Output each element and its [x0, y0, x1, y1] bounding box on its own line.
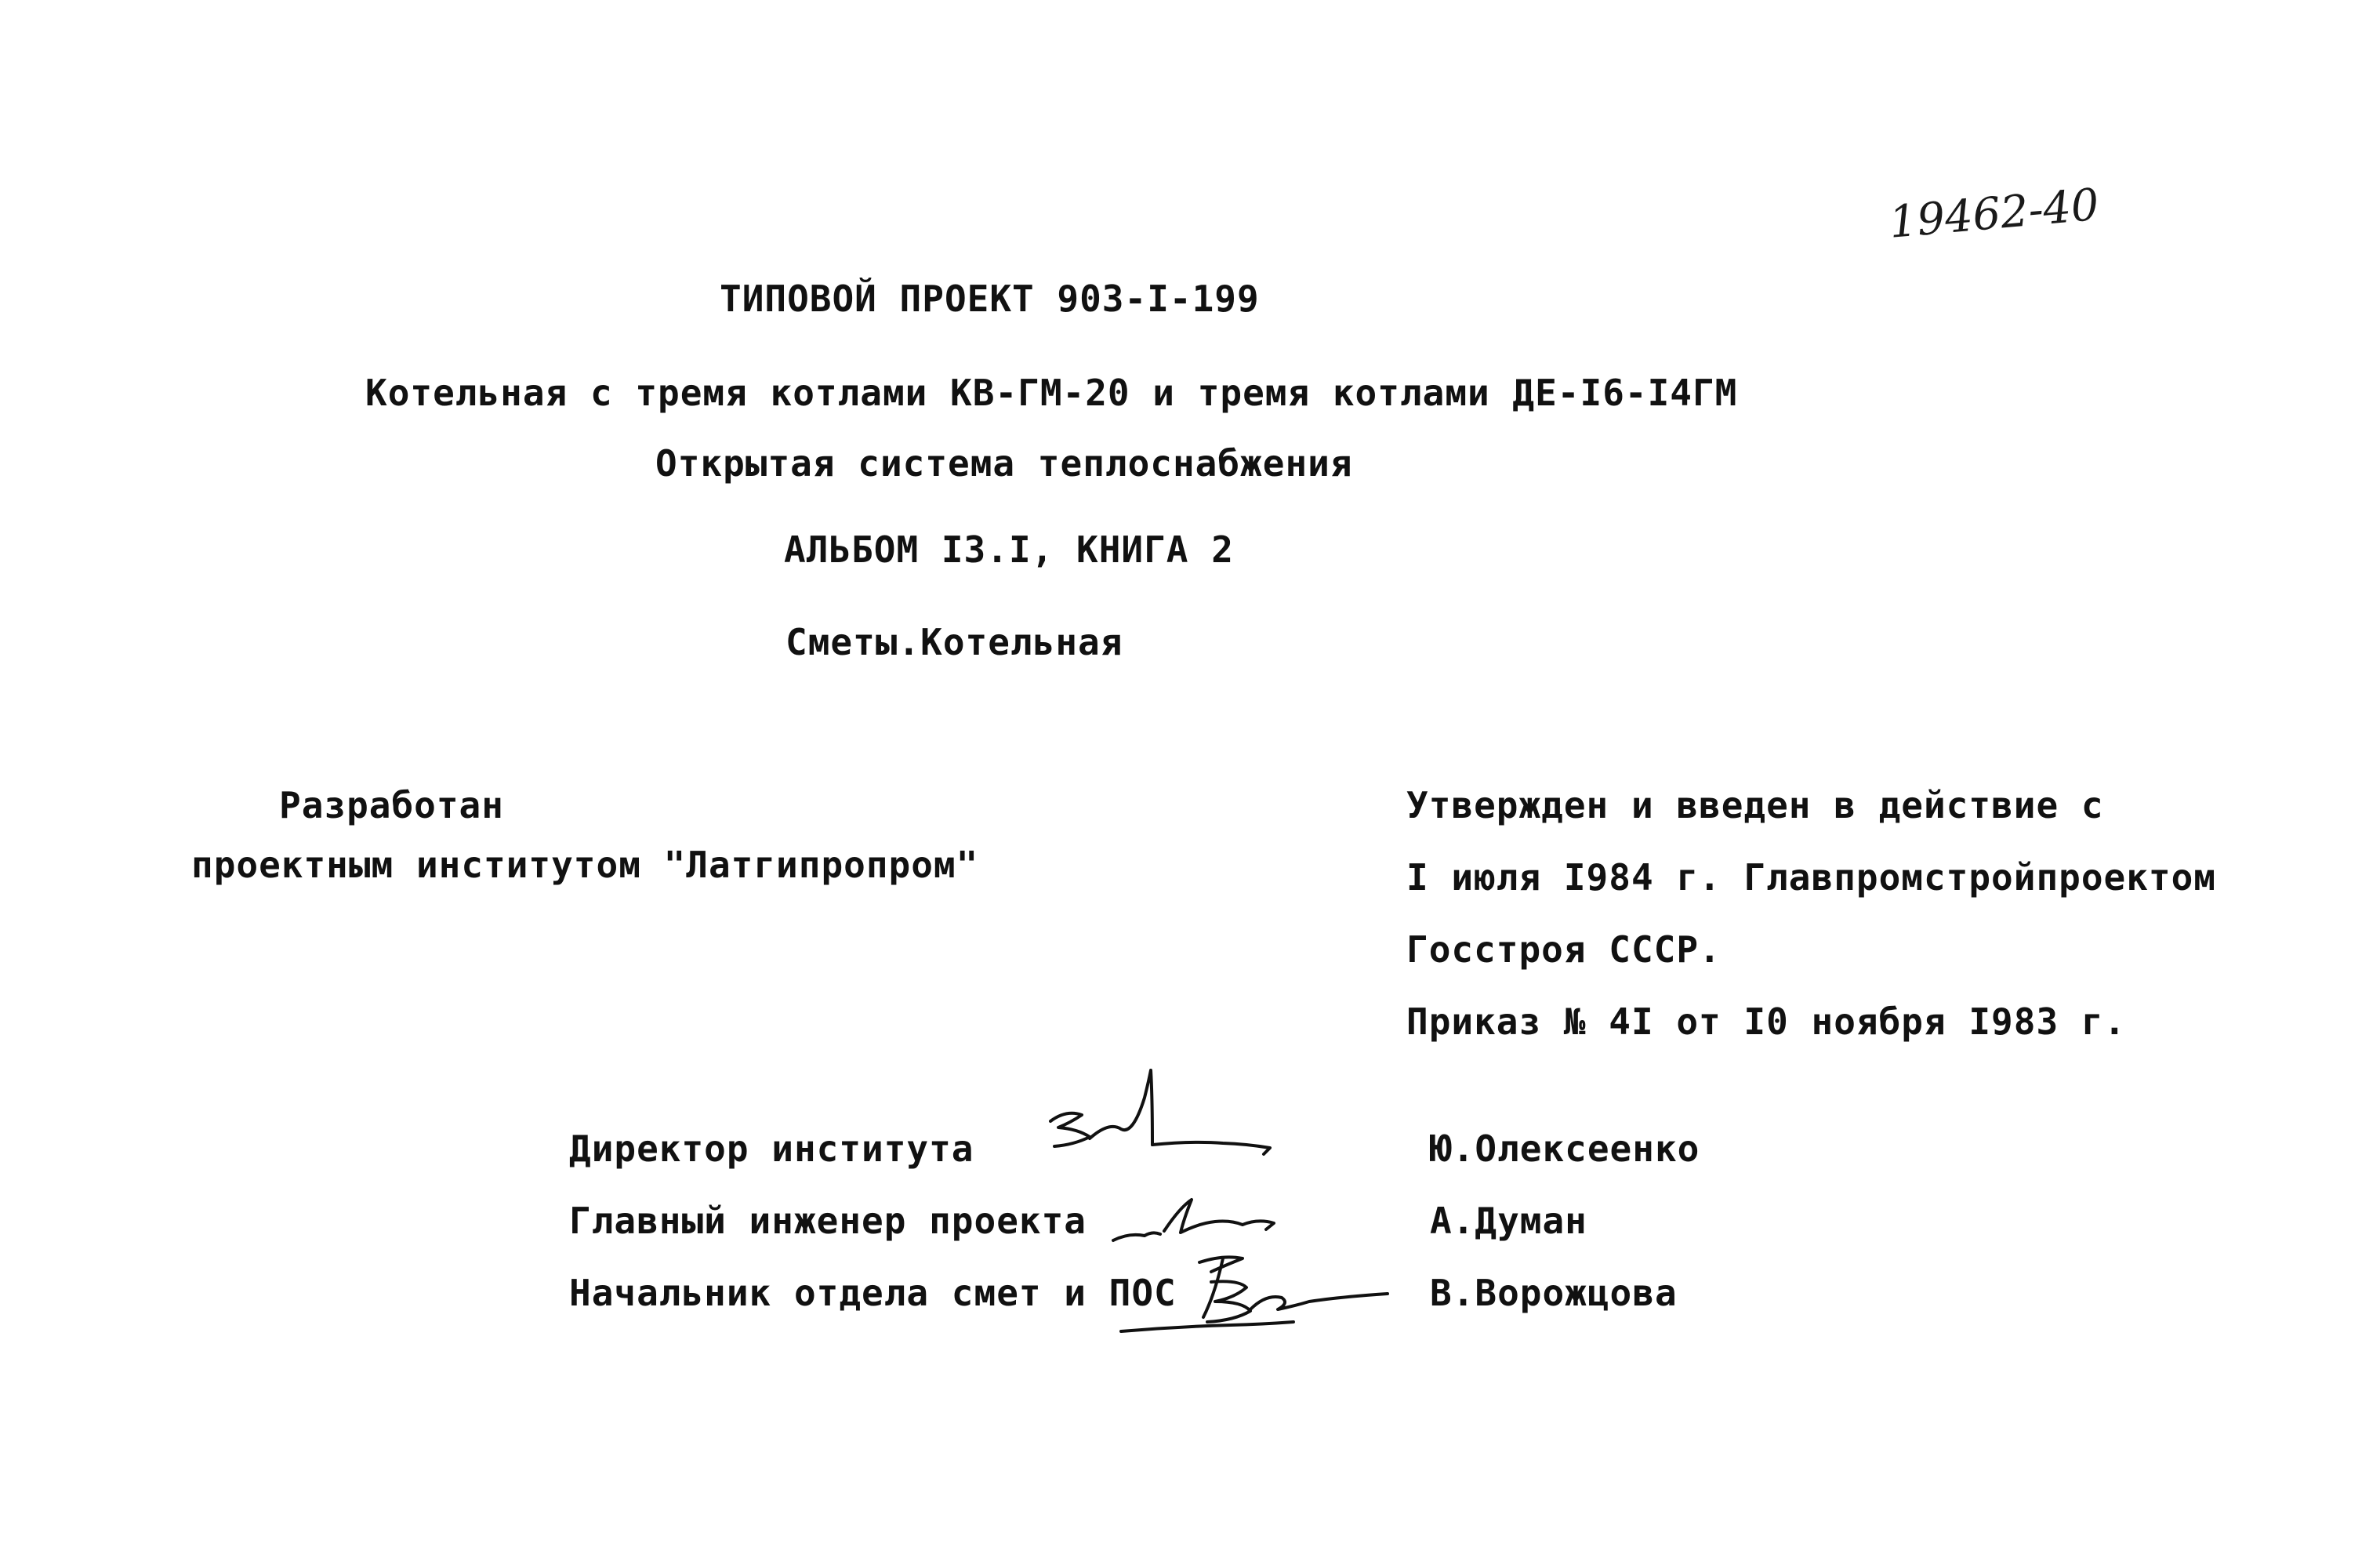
document-subtitle: Котельная с тремя котлами КВ-ГМ-20 и тремя котлами ДЕ-I6-I4ГМ [365, 372, 1738, 414]
approval-line-1: Утвержден и введен в действие с [1406, 784, 2104, 826]
document-title: ТИПОВОЙ ПРОЕКТ 903-I-199 [720, 278, 1260, 320]
heating-system-line: Открытая система теплоснабжения [655, 442, 1353, 485]
handwritten-archive-number: 19462-40 [1887, 179, 2102, 249]
approval-line-4: Приказ № 4I от I0 ноября I983 г. [1406, 1000, 2127, 1043]
section-line: Сметы.Котельная [785, 621, 1123, 663]
developer-line-1: Разработан [279, 784, 504, 826]
signatory-role-director: Директор института [569, 1127, 974, 1170]
director-signature [1035, 1066, 1286, 1168]
signatory-name-estimates-head: В.Ворожцова [1430, 1272, 1678, 1314]
album-line: АЛЬБОМ I3.I, КНИГА 2 [784, 528, 1234, 571]
estimates-head-signature [1105, 1239, 1395, 1349]
signatory-role-chief-engineer: Главный инженер проекта [569, 1200, 1087, 1242]
approval-line-2: I июля I984 г. Главпромстройпроектом [1406, 856, 2216, 899]
signatory-name-chief-engineer: А.Думан [1430, 1200, 1587, 1242]
signatory-name-director: Ю.Олексеенко [1430, 1127, 1700, 1170]
developer-line-2: проектным институтом "Латгипропром" [191, 844, 979, 886]
approval-line-3: Госстроя СССР. [1406, 928, 1722, 971]
signatory-role-estimates-head: Начальник отдела смет и ПОС [569, 1272, 1177, 1314]
